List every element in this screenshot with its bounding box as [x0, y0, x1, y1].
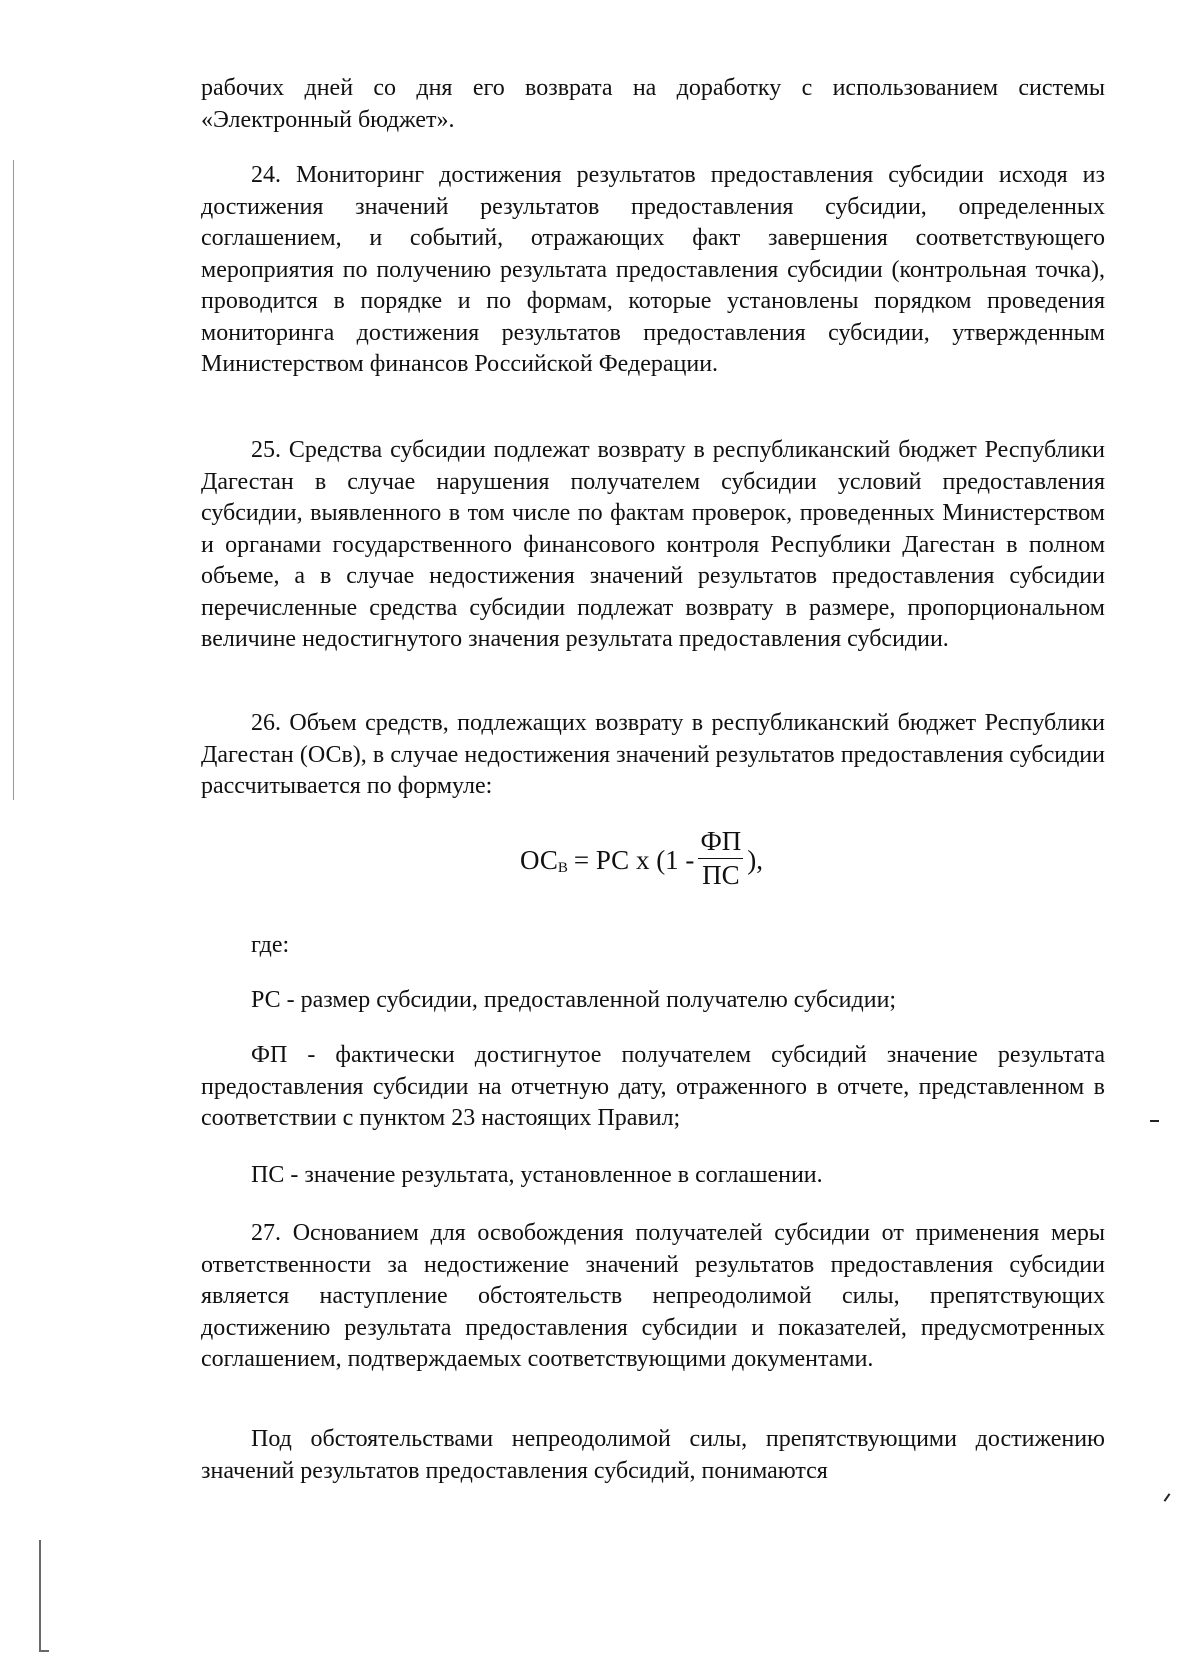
paragraph-26: 26. Объем средств, подлежащих возврату в республиканский бюджет Республики Дагестан (ОСв), в случае недостижения значений результатов предоставления субсидии рассчитывается по формуле: — [201, 710, 1105, 799]
paragraph-27: 27. Основанием для освобождения получателей субсидии от применения меры ответственности за недостижение значений результатов предоставления субсидии является наступление обстоятельств непреодолимой силы, препятствующих достижению результата предоставления субсидии и показателей, предусмотренных соглашением, подтверждаемых соответствующими документами. — [201, 1220, 1105, 1372]
definitions-intro: где: — [251, 932, 290, 958]
paragraph-25: 25. Средства субсидии подлежат возврату в республиканский бюджет Республики Дагестан в случае нарушения получателем субсидии условий предоставления субсидии, выявленного в том числе по фактам проверок, проведенных Министерством и органами государственного финансового контроля Республики Дагестан в полном объеме, а в случае недостижения значений результатов предоставления субсидии перечисленные средства субсидии подлежат возврату в размере, пропорциональном величине недостигнутого значения результата предоставления субсидии. — [201, 437, 1105, 652]
definition-fp: ФП - фактически достигнутое получателем субсидий значение результата предоставления субсидии на отчетную дату, отраженного в отчете, представленном в соответствии с пунктом 23 настоящих Правил; — [201, 1042, 1105, 1131]
scan-margin-line-foot — [39, 1650, 49, 1652]
formula-denominator: ПС — [702, 860, 740, 890]
definition-ps: ПС - значение результата, установленное в соглашении. — [251, 1162, 823, 1188]
formula-lhs: ОС — [520, 845, 558, 875]
paragraph-24: 24. Мониторинг достижения результатов предоставления субсидии исходя из достижения значений результатов предоставления субсидии, определенных соглашением, и событий, отражающих факт завершения соответствующего мероприятия по получению результата предоставления субсидии (контрольная точка), проводится в порядке и по формам, которые установлены порядком проведения мониторинга достижения результатов предоставления субсидии, утвержденным Министерством финансов Российской Федерации. — [201, 162, 1105, 377]
scan-mark-tick — [1164, 1493, 1171, 1502]
formula — [520, 826, 764, 891]
paragraph-continuation: рабочих дней со дня его возврата на доработку с использованием системы «Электронный бюджет». — [201, 75, 1105, 133]
scan-mark-dash — [1150, 1120, 1159, 1122]
formula-fraction — [698, 828, 743, 889]
formula-numerator: ФП — [698, 828, 743, 859]
formula-lhs-subscript: В — [557, 860, 568, 876]
paragraph-force-majeure: Под обстоятельствами непреодолимой силы, препятствующими достижению значений результатов предоставления субсидий, понимаются — [201, 1426, 1105, 1484]
formula-middle: = РС х (1 - — [573, 845, 695, 875]
definition-rs: РС - размер субсидии, предоставленной получателю субсидии; — [251, 987, 897, 1013]
scan-margin-line — [13, 160, 14, 800]
scan-margin-line-bottom — [39, 1540, 41, 1650]
formula-tail: ), — [747, 845, 764, 875]
